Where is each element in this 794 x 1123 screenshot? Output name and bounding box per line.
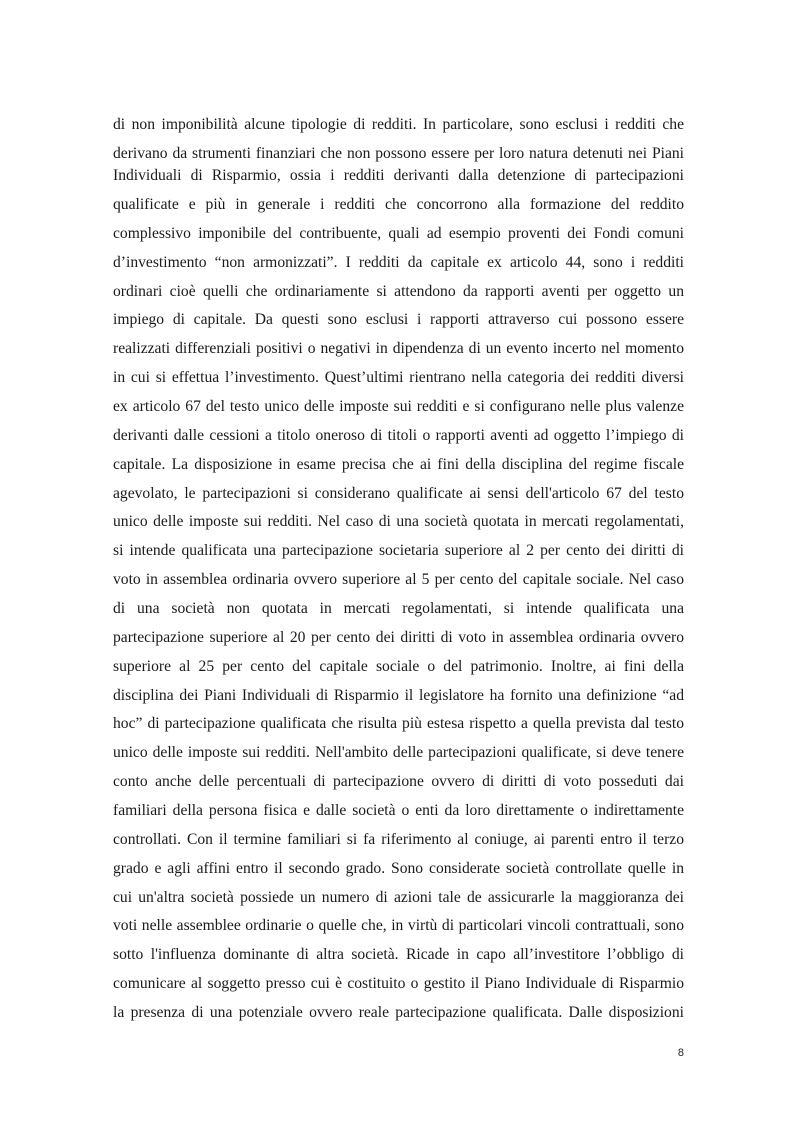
text-line: unico delle imposte sui redditi. Nel caso di una società quotata in mercati regolamentati, [113, 513, 684, 530]
text-line: complessivo imponibile del contribuente, quali ad esempio proventi dei Fondi comuni [113, 225, 684, 242]
text-line: voto in assemblea ordinaria ovvero superiore al 5 per cento del capitale sociale. Nel caso [113, 571, 684, 588]
text-line: Individuali di Risparmio, ossia i redditi derivanti dalla detenzione di partecipazioni [113, 167, 684, 184]
text-line: di una società non quotata in mercati regolamentati, si intende qualificata una [113, 600, 684, 617]
text-line: di non imponibilità alcune tipologie di redditi. In particolare, sono esclusi i redditi che [113, 116, 684, 133]
text-line: realizzati differenziali positivi o negativi in dipendenza di un evento incerto nel momento [113, 340, 684, 357]
text-line: cui un'altra società possiede un numero di azioni tale de assicurarle la maggioranza dei [113, 889, 684, 906]
text-line: sotto l'influenza dominante di altra società. Ricade in capo all’investitore l’obbligo di [113, 946, 684, 963]
text-line: hoc” di partecipazione qualificata che risulta più estesa rispetto a quella prevista dal testo [113, 715, 684, 732]
text-line: d’investimento “non armonizzati”. I redditi da capitale ex articolo 44, sono i redditi [113, 254, 684, 271]
text-line: partecipazione superiore al 20 per cento dei diritti di voto in assemblea ordinaria ovvero [113, 629, 684, 646]
text-line: comunicare al soggetto presso cui è costituito o gestito il Piano Individuale di Risparmio [113, 975, 684, 992]
text-line: disciplina dei Piani Individuali di Risparmio il legislatore ha fornito una definizione “ad [113, 687, 684, 704]
text-line: la presenza di una potenziale ovvero reale partecipazione qualificata. Dalle disposizioni [113, 1004, 684, 1021]
text-line: familiari della persona fisica e dalle società o enti da loro direttamente o indirettamente [113, 802, 684, 819]
text-line: ex articolo 67 del testo unico delle imposte sui redditi e si configurano nelle plus valenze [113, 398, 684, 415]
text-line: unico delle imposte sui redditi. Nell'ambito delle partecipazioni qualificate, si deve tenere [113, 744, 684, 761]
text-line: ordinari cioè quelli che ordinariamente si attendono da rapporti aventi per oggetto un [113, 283, 684, 300]
text-line: si intende qualificata una partecipazione societaria superiore al 2 per cento dei diritti di [113, 542, 684, 559]
page-number: 8 [677, 1047, 684, 1059]
text-line: qualificate e più in generale i redditi che concorrono alla formazione del reddito [113, 196, 684, 213]
text-line: superiore al 25 per cento del capitale sociale o del patrimonio. Inoltre, ai fini della [113, 658, 684, 675]
text-line: conto anche delle percentuali di partecipazione ovvero di diritti di voto posseduti dai [113, 773, 684, 790]
text-line: impiego di capitale. Da questi sono esclusi i rapporti attraverso cui possono essere [113, 311, 684, 328]
text-line: agevolato, le partecipazioni si considerano qualificate ai sensi dell'articolo 67 del testo [113, 485, 684, 502]
text-line: controllati. Con il termine familiari si fa riferimento al coniuge, ai parenti entro il terzo [113, 831, 684, 848]
text-line: voti nelle assemblee ordinarie o quelle che, in virtù di particolari vincoli contrattuali, sono [113, 917, 684, 934]
text-line: derivanti dalle cessioni a titolo oneroso di titoli o rapporti aventi ad oggetto l’impiego di [113, 427, 684, 444]
text-line: grado e agli affini entro il secondo grado. Sono considerate società controllate quelle in [113, 860, 684, 877]
text-line: capitale. La disposizione in esame precisa che ai fini della disciplina del regime fiscale [113, 456, 684, 473]
text-line: in cui si effettua l’investimento. Quest’ultimi rientrano nella categoria dei redditi diversi [113, 369, 684, 386]
text-line: derivano da strumenti finanziari che non possono essere per loro natura detenuti nei Piani [113, 145, 684, 162]
